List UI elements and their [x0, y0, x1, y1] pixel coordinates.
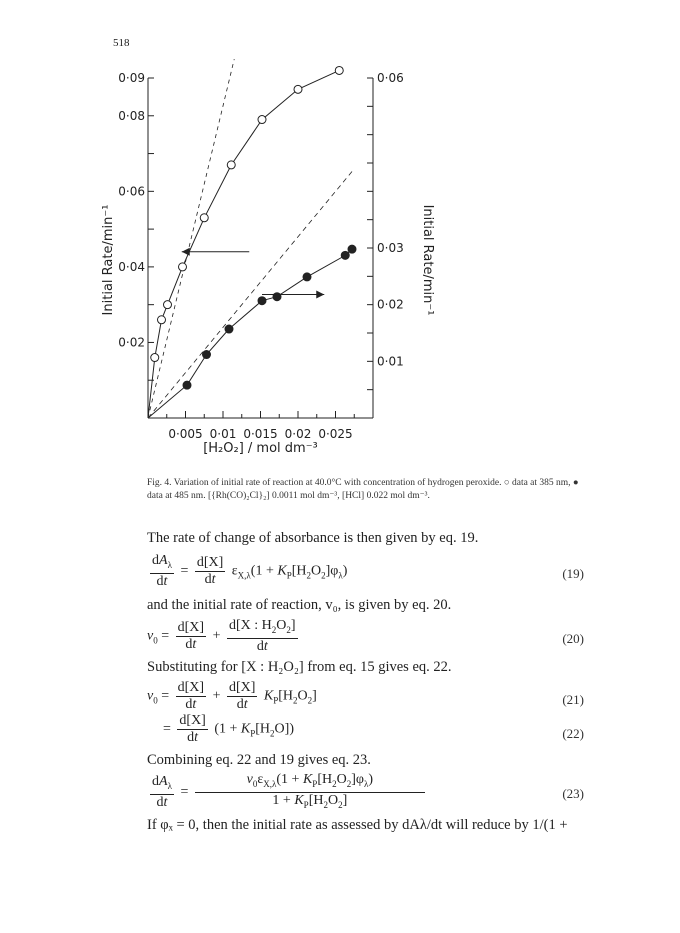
figure-caption: Fig. 4. Variation of initial rate of reaction at 40.0°C with concentration of hydrogen peroxide. ○ data at 385 nm, ● data at 485 nm. [{Rh(CO)₂Cl}₂] 0.0011 mol dm⁻³, [HCl] 0.022 mol dm⁻³. [147, 478, 579, 501]
open-data-point [294, 85, 302, 93]
open-data-point [200, 214, 208, 222]
paragraph-1: The rate of change of absorbance is then given by eq. 19. [147, 530, 479, 546]
paragraph-3: Substituting for [X : H₂O₂] from eq. 15 gives eq. 22. [147, 659, 452, 675]
left-tick-label: 0·06 [118, 184, 145, 199]
arrow-left-head [182, 248, 190, 256]
x-tick-label: 0·015 [243, 427, 278, 441]
equation-20: $v_0$ = $\frac{d[X]}{dt}$ + $\frac{d[X : H_2O_2]}{dt}$ [147, 618, 296, 654]
equation-23: $\frac{dA_\lambda}{dt}$ = $\frac{v_0\varepsilon_{X,\lambda}(1 + K_P[H_2O_2]\varphi_\lambda)}{1 + K_P[H_2O_2]}$ [147, 772, 428, 813]
filled-data-point [203, 351, 211, 359]
equation-22-number: (22) [562, 726, 584, 741]
open-data-point [227, 161, 235, 169]
tangent-lines [148, 59, 352, 418]
filled-data-point [183, 381, 191, 389]
x-tick-label: 0·025 [318, 427, 353, 441]
data-points [151, 66, 356, 389]
right-tick-label: 0·03 [377, 241, 404, 255]
x-axis-label: [H₂O₂] / mol dm⁻³ [203, 441, 318, 456]
open-data-point [335, 66, 343, 74]
series-lines [148, 70, 352, 418]
filled-data-point [258, 297, 266, 305]
right-tick-label: 0·01 [377, 354, 404, 369]
equation-19: $\frac{dA_\lambda}{dt}$ = $\frac{d[X]}{dt}$ $\varepsilon_{X,\lambda}(1 + K_P[H_2O_2]\varphi_\lambda)$ [152, 553, 348, 589]
filled-data-point [303, 273, 311, 281]
filled-data-point [273, 293, 281, 301]
paragraph-4: Combining eq. 22 and 19 gives eq. 23. [147, 752, 371, 768]
axes [148, 78, 373, 418]
left-tick-label: 0·08 [118, 108, 145, 123]
open-data-point [179, 263, 187, 271]
left-tick-label: 0·02 [118, 335, 145, 350]
series-line-0 [148, 70, 339, 418]
open-data-point [158, 316, 166, 324]
paragraph-5: If φₓ = 0, then the initial rate as assessed by dAλ/dt will reduce by 1/(1 + [147, 817, 568, 833]
open-data-point [151, 354, 159, 362]
axis-labels [101, 71, 435, 456]
filled-data-point [225, 325, 233, 333]
left-tick-label: 0·09 [118, 71, 145, 85]
equation-19-number: (19) [562, 566, 584, 581]
x-tick-label: 0·005 [168, 427, 203, 441]
equation-20-number: (20) [562, 631, 584, 646]
x-tick-label: 0·02 [284, 427, 312, 441]
right-axis-label: Initial Rate/min⁻¹ [420, 204, 435, 316]
page-number: 518 [113, 37, 130, 49]
equation-22: = $\frac{d[X]}{dt}$ $(1 + K_P[H_2O])$ [163, 713, 294, 745]
equation-21: $v_0$ = $\frac{d[X]}{dt}$ + $\frac{d[X]}{dt}$ $K_P[H_2O_2]$ [147, 680, 317, 712]
arrow-right-head [316, 290, 324, 298]
equation-23-number: (23) [562, 786, 584, 801]
open-data-point [258, 116, 266, 124]
paragraph-2: and the initial rate of reaction, v₀, is given by eq. 20. [147, 597, 452, 613]
right-tick-label: 0·02 [377, 297, 404, 312]
series-line-1 [148, 249, 352, 418]
equation-21-number: (21) [562, 692, 584, 707]
right-tick-label: 0·06 [377, 71, 404, 85]
filled-data-point [348, 245, 356, 253]
open-data-point [164, 301, 172, 309]
x-tick-label: 0·01 [209, 427, 237, 441]
left-tick-label: 0·04 [118, 259, 145, 274]
filled-data-point [341, 251, 349, 259]
left-axis-label: Initial Rate/min⁻¹ [101, 204, 116, 316]
tangent-line-open [148, 59, 234, 418]
